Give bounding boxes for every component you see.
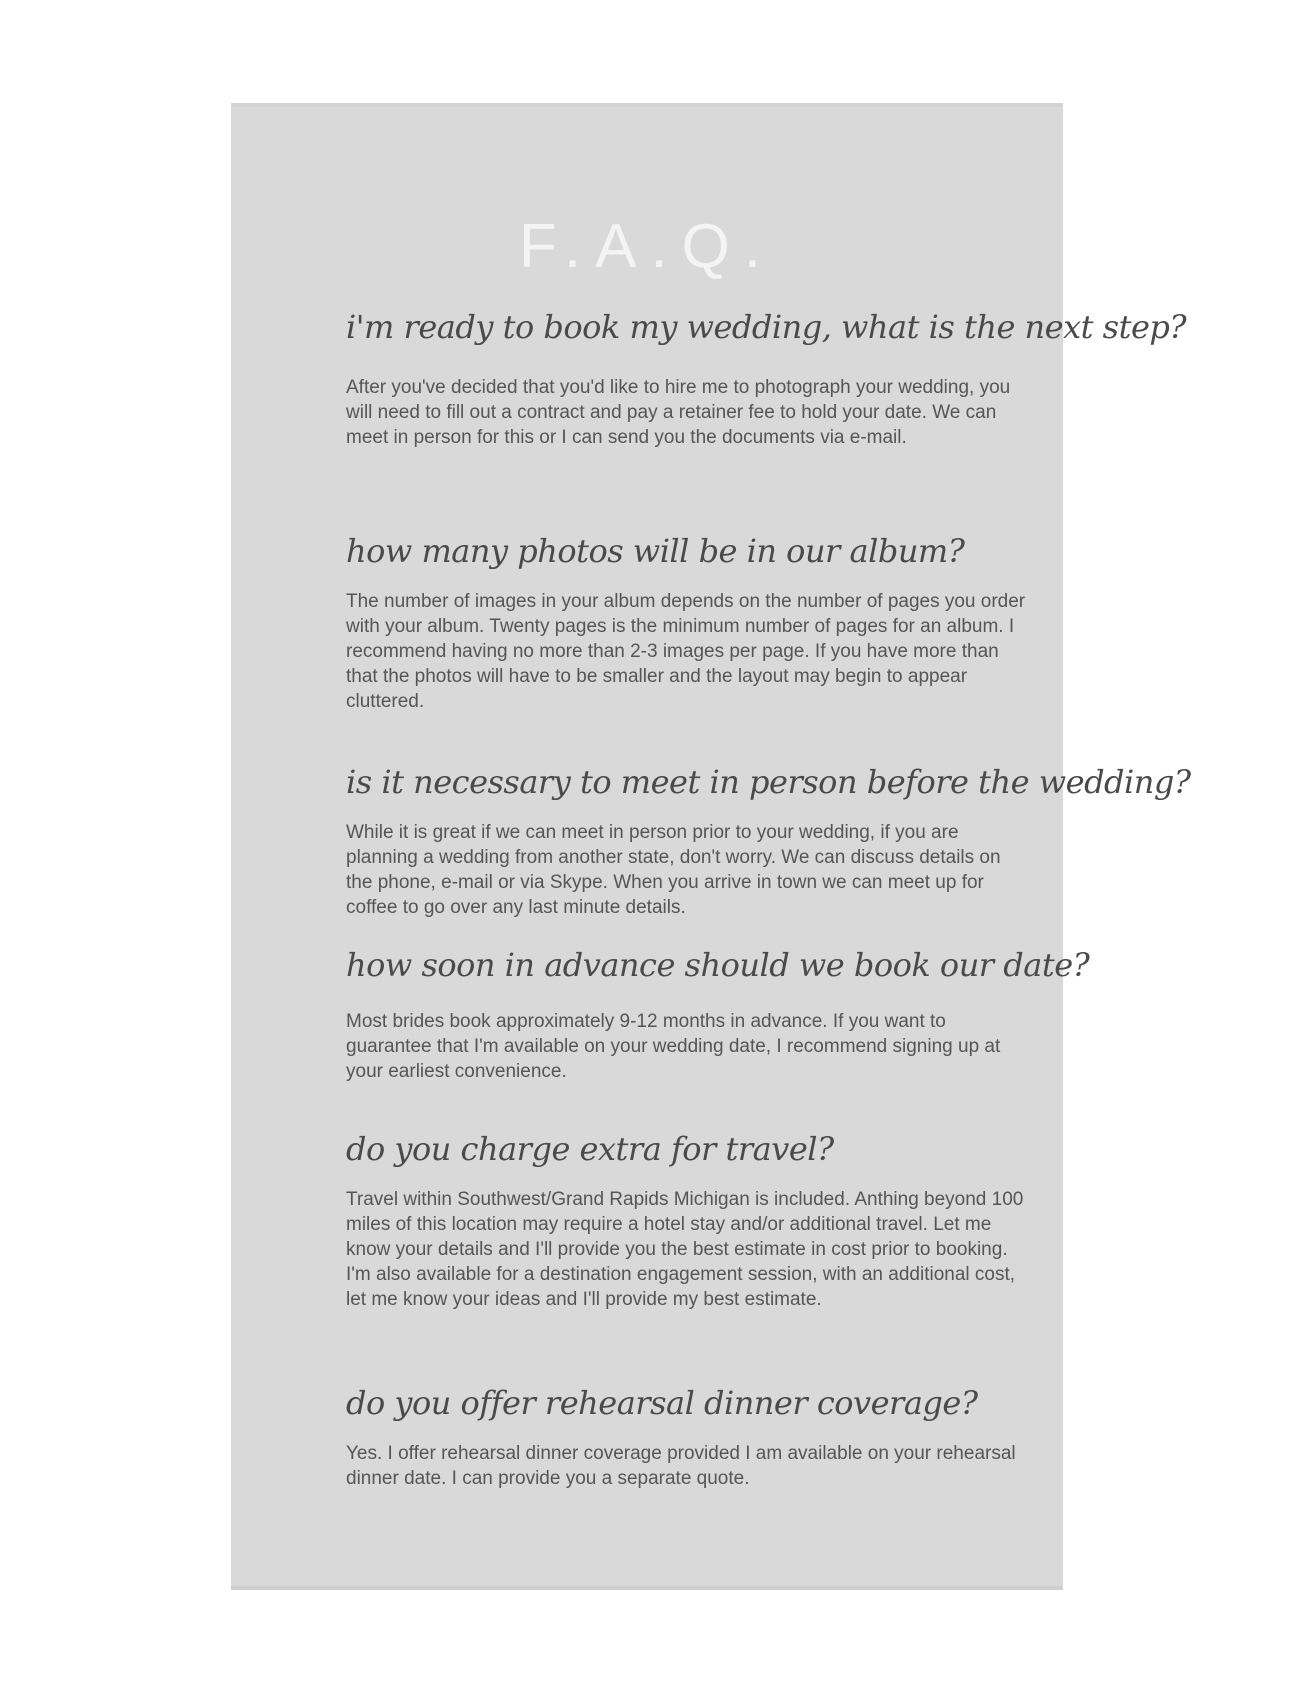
faq-answer: Most brides book approximately 9-12 months in advance. If you want to guarantee that I'm available on your wedding date, I recommend signing up at your earliest convenience.: [346, 1011, 1001, 1082]
faq-item: [346, 1381, 1026, 1491]
faq-question: i'm ready to book my wedding, what is the next step?: [346, 308, 1187, 346]
faq-question: is it necessary to meet in person before the wedding?: [346, 763, 1191, 801]
faq-item: [346, 760, 1191, 920]
faq-item: [346, 943, 1090, 1084]
faq-item: [346, 305, 1187, 450]
faq-item: [346, 529, 1026, 714]
faq-question: how soon in advance should we book our date?: [346, 946, 1090, 984]
faq-answer: The number of images in your album depends on the number of pages you order with your album. Twenty pages is the minimum number of pages for an album. I recommend having no more than 2-3 images per page. If you have more than that the photos will have to be smaller and the layout may begin to appear cluttered.: [346, 591, 1026, 712]
faq-panel: [231, 103, 1191, 1590]
faq-answer: While it is great if we can meet in person prior to your wedding, if you are planning a wedding from another state, don't worry. We can discuss details on the phone, e-mail or via Skype. When you arrive in town we can meet up for coffee to go over any last minute details.: [346, 822, 1001, 918]
faq-item: [346, 1127, 1026, 1312]
faq-answer: Travel within Southwest/Grand Rapids Michigan is included. Anthing beyond 100 miles of this location may require a hotel stay and/or additional travel. Let me know your details and I'll provide you the best estimate in cost prior to booking. I'm also available for a destination engagement session, with an additional cost, let me know your ideas and I'll provide my best estimate.: [346, 1189, 1024, 1310]
faq-question: do you charge extra for travel?: [346, 1130, 834, 1168]
page-title: F.A.Q.: [518, 212, 776, 281]
faq-question: how many photos will be in our album?: [346, 532, 965, 570]
faq-answer: After you've decided that you'd like to hire me to photograph your wedding, you will need to fill out a contract and pay a retainer fee to hold your date. We can meet in person for this or I can send you the documents via e-mail.: [346, 377, 1011, 448]
faq-answer: Yes. I offer rehearsal dinner coverage provided I am available on your rehearsal dinner date. I can provide you a separate quote.: [346, 1443, 1016, 1489]
faq-question: do you offer rehearsal dinner coverage?: [346, 1384, 978, 1422]
